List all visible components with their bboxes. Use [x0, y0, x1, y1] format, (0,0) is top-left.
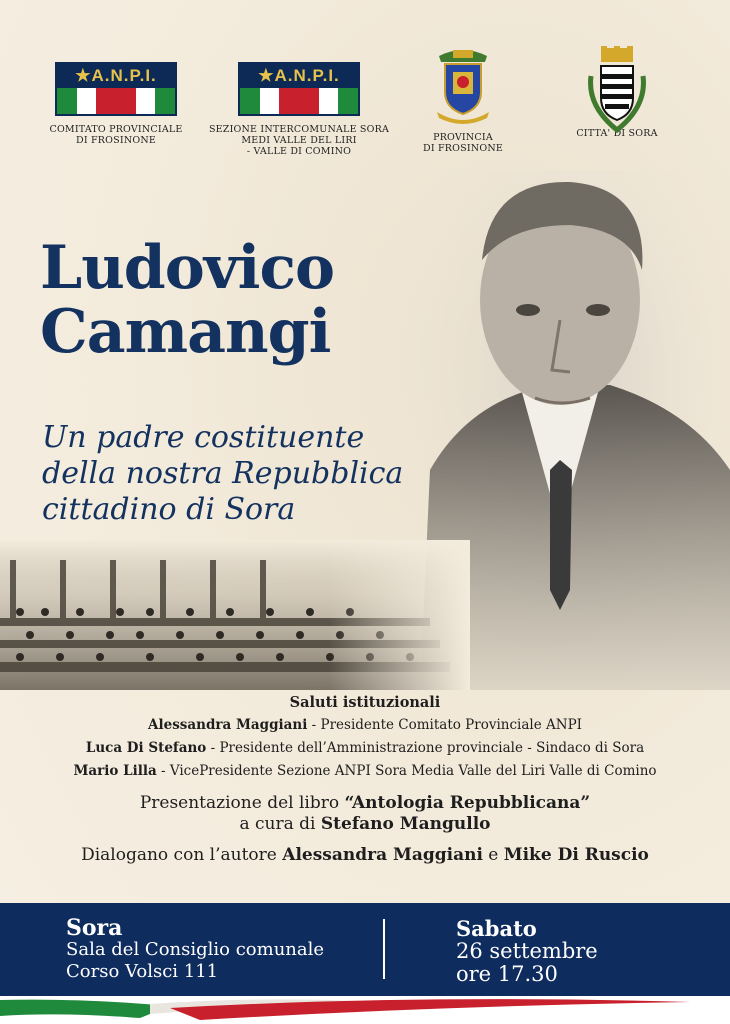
provincia-logo	[408, 46, 518, 154]
person-role: - VicePresidente Sezione ANPI Sora Media Valle del Liri Valle di Comino	[156, 763, 657, 779]
banner-divider	[383, 919, 385, 979]
saluti-person	[0, 760, 730, 783]
dialogue-joiner: e	[482, 845, 504, 865]
logo-caption	[208, 124, 390, 157]
caption-line: DI FROSINONE	[76, 135, 156, 146]
book-presentation	[0, 793, 730, 814]
tricolor-icon	[57, 88, 175, 114]
subtitle-line: cittadino di Sora	[42, 492, 296, 527]
dialogue-line	[0, 845, 730, 866]
book-curator-line	[0, 814, 730, 835]
event-city: Sora	[66, 915, 123, 941]
anpi-badge-text: ★A.N.P.I.	[240, 64, 358, 88]
event-address: Corso Volsci 111	[66, 961, 219, 982]
anpi-badge-icon	[55, 62, 177, 116]
anpi-badge-icon	[238, 62, 360, 116]
dialogue-prefix: Dialogano con l’autore	[81, 845, 283, 865]
book-title: “Antologia Repubblicana”	[344, 793, 591, 813]
tricolor-swoosh-icon	[0, 996, 730, 1024]
caption-line: DI FROSINONE	[423, 143, 503, 154]
subtitle	[42, 420, 403, 528]
event-date: 26 settembre	[456, 939, 598, 963]
person-role: - Presidente dell’Amministrazione provinciale - Sindaco di Sora	[206, 740, 645, 756]
sora-crest-icon	[585, 46, 649, 128]
parliament-hall-photo	[0, 540, 470, 690]
title-line: Ludovico	[40, 233, 334, 303]
person-name: Mario Lilla	[73, 763, 157, 779]
caption-line: PROVINCIA	[433, 132, 493, 143]
caption-line: CITTA' DI SORA	[576, 128, 658, 139]
saluti-heading: Saluti istituzionali	[289, 694, 441, 711]
tricolor-icon	[240, 88, 358, 114]
event-location	[66, 917, 324, 983]
saluti-person	[0, 714, 730, 737]
main-title	[40, 233, 334, 367]
provincia-crest-icon	[431, 46, 495, 128]
event-day: Sabato	[456, 916, 537, 941]
program-info	[0, 692, 730, 866]
anpi-badge-text: ★A.N.P.I.	[57, 64, 175, 88]
dialogue-person: Mike Di Ruscio	[503, 845, 649, 865]
person-name: Luca Di Stefano	[85, 740, 207, 756]
dialogue-person: Alessandra Maggiani	[282, 845, 483, 865]
event-venue: Sala del Consiglio comunale	[66, 939, 325, 960]
subtitle-line: Un padre costituente	[42, 420, 365, 455]
title-line: Camangi	[40, 297, 331, 367]
caption-line: MEDI VALLE DEL LIRI	[241, 135, 357, 146]
person-role: - Presidente Comitato Provinciale ANPI	[307, 717, 582, 733]
curator-name: Stefano Mangullo	[320, 814, 491, 834]
subtitle-line: della nostra Repubblica	[42, 456, 404, 491]
book-intro: Presentazione del libro	[139, 793, 345, 813]
saluti-person	[0, 737, 730, 760]
curator-prefix: a cura di	[239, 814, 321, 834]
event-banner	[0, 903, 730, 999]
caption-line: COMITATO PROVINCIALE	[49, 124, 183, 135]
anpi-frosinone-logo	[46, 62, 186, 146]
anpi-sora-logo	[208, 62, 390, 157]
event-datetime	[456, 917, 598, 986]
caption-line: SEZIONE INTERCOMUNALE SORA	[208, 124, 390, 135]
event-time: ore 17.30	[456, 962, 558, 986]
person-name: Alessandra Maggiani	[148, 717, 308, 733]
caption-line: - VALLE DI COMINO	[246, 146, 352, 157]
logo-caption	[408, 132, 518, 154]
logo-caption	[46, 124, 186, 146]
citta-sora-logo	[562, 46, 672, 139]
